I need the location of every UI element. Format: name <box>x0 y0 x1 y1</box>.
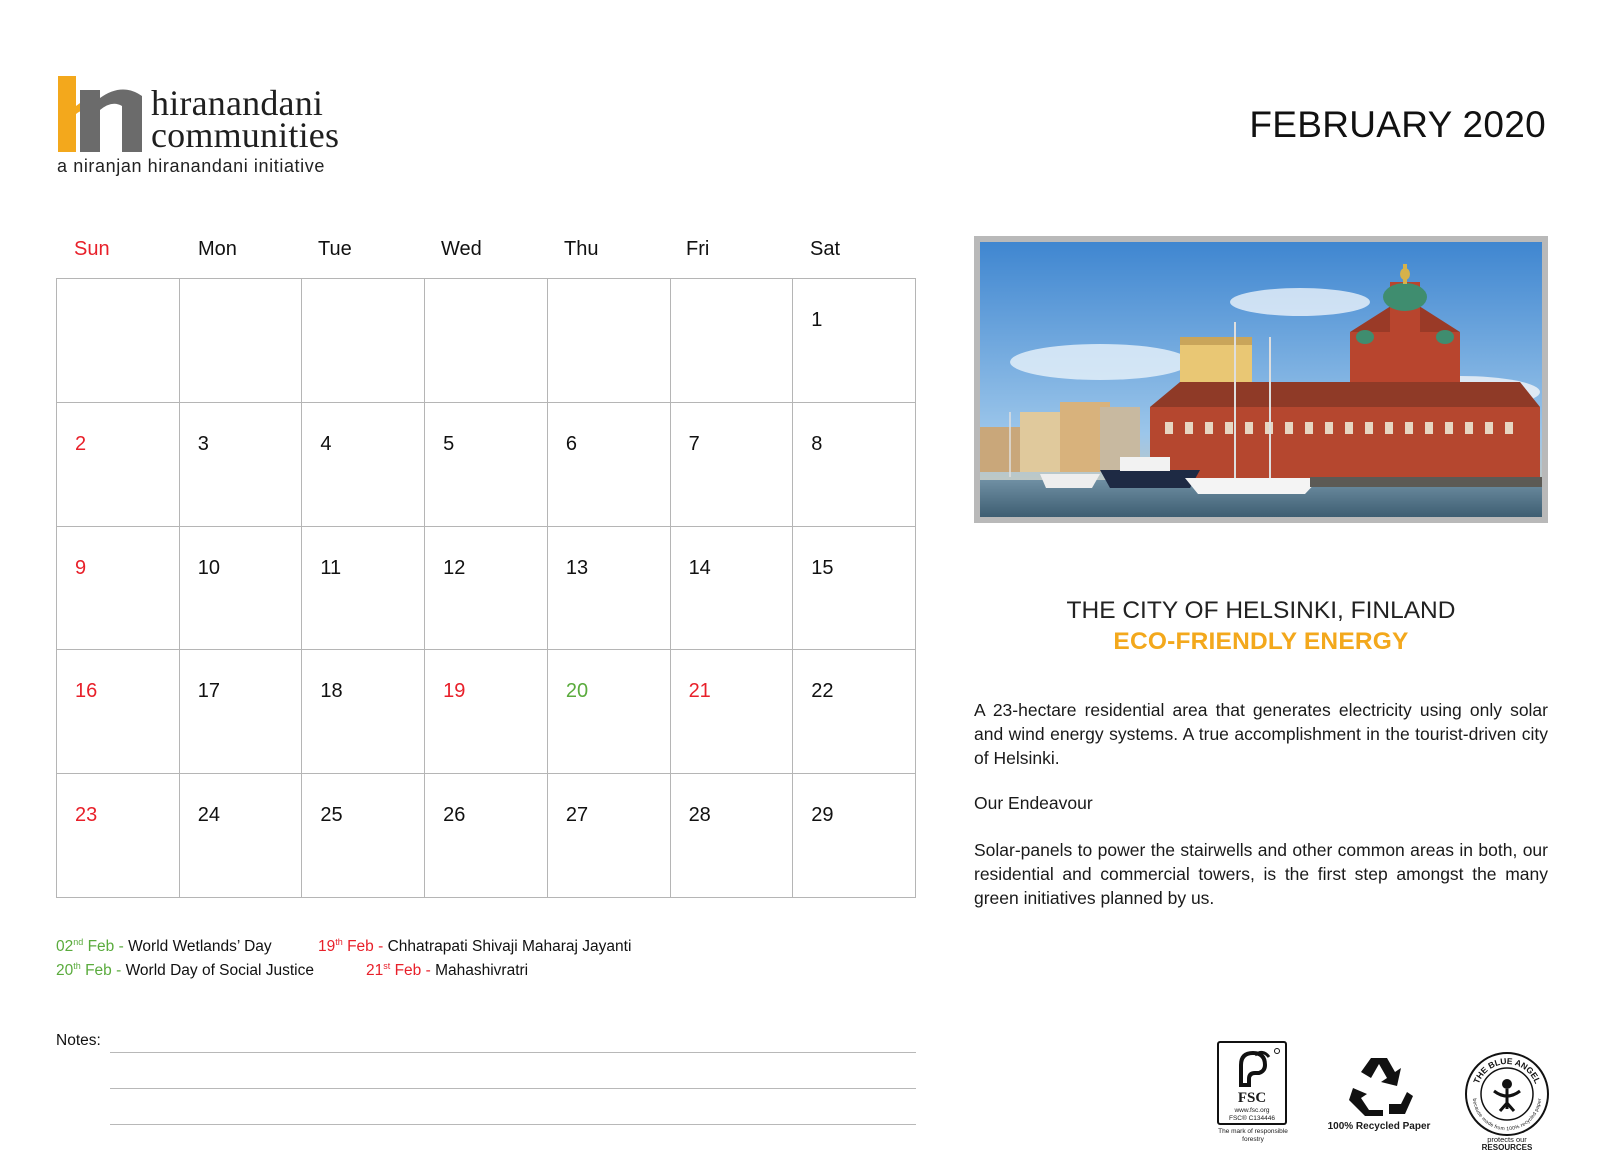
feature-body-2: Solar-panels to power the stairwells and other common areas in both, our residential and commercial towers, is the first step amongst the many green initiatives planned by us. <box>974 840 1548 908</box>
calendar-day-number: 10 <box>197 556 220 579</box>
calendar-day-number: 24 <box>197 804 220 827</box>
weekday-header-sat: Sat <box>810 238 841 260</box>
blue-angel-caption: protects our RESOURCES <box>1481 1135 1533 1152</box>
calendar-day-cell <box>180 650 303 774</box>
calendar-day-cell <box>302 403 425 527</box>
weekday-header-mon: Mon <box>198 238 237 260</box>
holiday-name: World Day of Social Justice <box>125 962 314 979</box>
calendar-day-cell <box>425 527 548 651</box>
calendar-day-number: 8 <box>811 432 823 455</box>
calendar-day-number: 11 <box>320 556 342 579</box>
feature-heading: Our Endeavour <box>974 793 1093 813</box>
holiday-item <box>366 954 528 983</box>
weekday-header-fri: Fri <box>686 238 710 260</box>
holiday-date: 21st Feb - <box>366 961 431 979</box>
calendar-day-cell <box>57 527 180 651</box>
feature-title: THE CITY OF HELSINKI, FINLAND <box>1066 597 1456 624</box>
brand-logo <box>56 72 386 182</box>
weekday-header-thu: Thu <box>564 238 599 260</box>
holiday-name: World Wetlands’ Day <box>128 938 272 955</box>
feature-body: A 23-hectare residential area that generates electricity using only solar and wind energy systems. A true accomplishment in the tourist-driven city of Helsinki. <box>974 700 1548 768</box>
weekday-header-sun: Sun <box>74 238 110 260</box>
calendar-day-number: 5 <box>443 432 455 455</box>
calendar-day-cell <box>548 279 671 403</box>
notes-line <box>110 1124 916 1125</box>
brand-name-line2: communities <box>151 115 340 155</box>
calendar-day-number: 12 <box>443 556 466 579</box>
calendar-day-cell <box>671 527 794 651</box>
calendar-day-number: 3 <box>197 432 209 455</box>
holiday-name: Chhatrapati Shivaji Maharaj Jayanti <box>387 938 632 955</box>
calendar-day-number: 6 <box>565 432 577 455</box>
recycled-paper-caption: 100% Recycled Paper <box>1327 1121 1431 1132</box>
fsc-code: FSC® C134446 <box>1229 1115 1275 1122</box>
calendar-day-cell <box>57 279 180 403</box>
calendar-day-cell <box>793 650 916 774</box>
hn-logo-icon <box>56 76 148 152</box>
notes-line <box>110 1052 916 1053</box>
calendar-day-number: 4 <box>320 432 332 455</box>
calendar-day-cell <box>425 774 548 898</box>
calendar-day-number: 29 <box>811 804 834 827</box>
calendar-day-number: 25 <box>320 804 343 827</box>
brand-name-line1: hiranandani <box>151 83 324 123</box>
calendar-day-number: 26 <box>443 804 466 827</box>
recycle-icon <box>1345 1054 1413 1116</box>
holiday-item <box>56 954 314 983</box>
calendar-day-cell <box>548 403 671 527</box>
helsinki-harbour-photo <box>980 242 1542 517</box>
fsc-url: www.fsc.org <box>1234 1107 1270 1114</box>
calendar-day-cell <box>180 279 303 403</box>
calendar-day-number: 20 <box>565 680 589 703</box>
calendar-day-cell <box>302 650 425 774</box>
calendar-day-number: 17 <box>197 680 220 703</box>
calendar-day-cell <box>425 650 548 774</box>
calendar-day-cell <box>302 774 425 898</box>
calendar-day-cell <box>180 403 303 527</box>
feature-photo-frame <box>974 236 1548 523</box>
calendar-day-number: 14 <box>688 556 711 579</box>
fsc-name: FSC <box>1237 1090 1267 1106</box>
calendar-day-cell <box>548 650 671 774</box>
calendar-day-cell <box>793 279 916 403</box>
calendar-day-number: 28 <box>688 804 711 827</box>
notes-label: Notes: <box>56 1032 101 1049</box>
blue-angel-ring-text: THE BLUE ANGEL <box>1471 1055 1543 1086</box>
calendar-day-cell <box>671 774 794 898</box>
calendar-day-cell <box>671 279 794 403</box>
weekday-header-wed: Wed <box>441 238 482 260</box>
weekday-header-tue: Tue <box>318 238 352 260</box>
calendar-day-number: 15 <box>811 556 834 579</box>
feature-subtitle: ECO-FRIENDLY ENERGY <box>1113 628 1409 655</box>
calendar-day-cell <box>793 774 916 898</box>
calendar-day-number: 16 <box>75 680 98 703</box>
calendar-day-number: 22 <box>811 680 834 703</box>
holiday-date: 20th Feb - <box>56 961 122 979</box>
calendar-day-cell <box>57 650 180 774</box>
calendar-day-cell <box>180 527 303 651</box>
calendar-day-cell <box>57 774 180 898</box>
calendar-day-number: 27 <box>565 804 589 827</box>
notes-line <box>110 1088 916 1089</box>
calendar-day-number: 7 <box>688 432 700 455</box>
holiday-date: 02nd Feb - <box>56 937 124 955</box>
fsc-tree-icon <box>1219 1045 1289 1091</box>
fsc-caption: The mark of responsible forestry <box>1218 1128 1288 1143</box>
calendar-day-number: 19 <box>443 680 466 703</box>
blue-angel-ring-text-bottom: because made from 100% recycled paper <box>1470 1098 1544 1133</box>
month-title: FEBRUARY 2020 <box>1249 104 1546 145</box>
calendar-day-cell <box>671 403 794 527</box>
holiday-date: 19th Feb - <box>318 937 384 955</box>
fsc-logo <box>1217 1041 1287 1125</box>
calendar-day-cell <box>671 650 794 774</box>
calendar-day-cell <box>793 403 916 527</box>
calendar-day-number: 1 <box>811 309 823 331</box>
calendar-day-cell <box>425 279 548 403</box>
calendar-day-number: 2 <box>75 432 87 455</box>
calendar-day-cell <box>302 527 425 651</box>
calendar-day-cell <box>793 527 916 651</box>
calendar-day-cell <box>57 403 180 527</box>
calendar-day-cell <box>548 774 671 898</box>
calendar-day-number: 21 <box>688 680 711 703</box>
calendar-grid <box>56 278 916 898</box>
calendar-day-cell <box>180 774 303 898</box>
holiday-name: Mahashivratri <box>435 962 529 979</box>
calendar-day-cell <box>548 527 671 651</box>
calendar-day-number: 23 <box>75 804 98 827</box>
calendar-day-cell <box>425 403 548 527</box>
brand-tagline: a niranjan hiranandani initiative <box>57 156 325 176</box>
calendar-day-number: 13 <box>565 556 589 579</box>
calendar-day-cell <box>302 279 425 403</box>
calendar-day-number: 18 <box>320 680 343 703</box>
calendar-day-number: 9 <box>75 556 87 579</box>
blue-angel-icon <box>1464 1051 1550 1137</box>
